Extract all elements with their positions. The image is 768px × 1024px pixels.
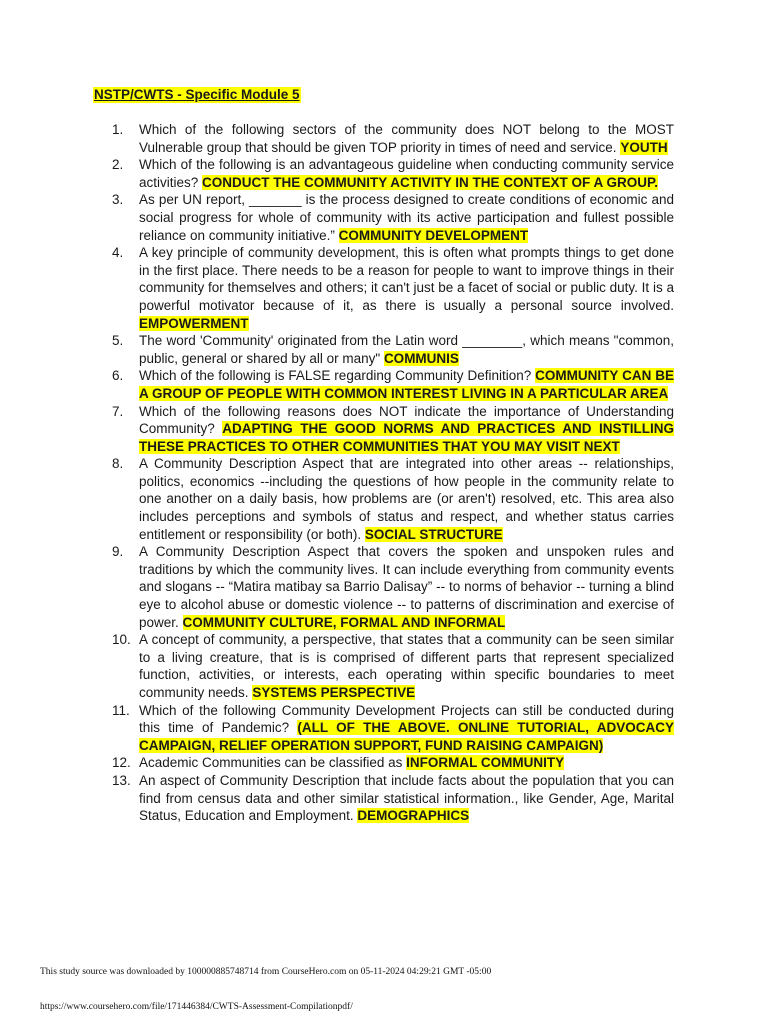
question-item — [112, 702, 674, 755]
answer-highlight: COMMUNITY CULTURE, FORMAL AND INFORMAL — [182, 614, 506, 630]
question-number: 6. — [112, 368, 124, 384]
question-text: Which of the following is an advantageous guideline when conducting community service activities? — [139, 157, 674, 190]
question-text: Academic Communities can be classified as — [139, 755, 403, 771]
question-item — [112, 631, 674, 701]
answer-highlight: YOUTH — [620, 139, 668, 155]
answer-highlight: DEMOGRAPHICS — [357, 808, 470, 824]
document-title: NSTP/CWTS - Specific Module 5 — [94, 87, 300, 102]
answer-highlight: INFORMAL COMMUNITY — [406, 755, 565, 771]
question-number: 5. — [112, 333, 124, 349]
answer-highlight: CONDUCT THE COMMUNITY ACTIVITY IN THE CONTEXT OF A GROUP. — [202, 174, 659, 190]
answer-highlight: EMPOWERMENT — [139, 315, 249, 331]
question-number: 11. — [112, 702, 130, 718]
question-item — [112, 754, 674, 772]
question-item — [112, 403, 674, 456]
answer-highlight: SOCIAL STRUCTURE — [364, 526, 503, 542]
download-notice: This study source was downloaded by 100000885748714 from CourseHero.com on 05-11-2024 04:29:21 GMT -05:00 — [40, 967, 492, 977]
question-number: 10. — [112, 632, 131, 648]
question-number: 8. — [112, 456, 124, 472]
answer-highlight: COMMUNIS — [383, 350, 459, 366]
question-item — [112, 191, 674, 244]
question-text: A concept of community, a perspective, that states that a community can be seen similar to a living creature, that is is comprised of different parts that represent specialized function, activities, or interests, each operating within specific boundaries to meet community needs. — [139, 632, 674, 700]
question-item — [112, 455, 674, 543]
question-item — [112, 332, 674, 367]
question-number: 2. — [112, 157, 124, 173]
answer-highlight: (ALL OF THE ABOVE. ONLINE TUTORIAL, ADVOCACY CAMPAIGN, RELIEF OPERATION SUPPORT, FUND RAISING CAMPAIGN) — [139, 720, 674, 753]
question-number: 12. — [112, 755, 131, 771]
question-item — [112, 156, 674, 191]
question-item — [112, 367, 674, 402]
question-item — [112, 772, 674, 825]
question-text: A Community Description Aspect that covers the spoken and unspoken rules and traditions by which the community lives. It can include everything from community events and slogans -- “Matira matibay sa Barrio Dalisay” -- to norms of behavior -- turning a blind eye to alcohol abuse or domestic violence -- to patterns of discrimination and exercise of power. — [139, 544, 674, 630]
answer-highlight: SYSTEMS PERSPECTIVE — [252, 685, 416, 700]
question-text: A Community Description Aspect that are integrated into other areas -- relationships, politics, economics --including the questions of how people in the community relate to one another on a daily basis, how problems are (or aren't) resolved, etc. This area also includes perceptions and symbols of status and respect, and whether status carries entitlement or responsibility (or both). — [139, 456, 674, 542]
answer-highlight: ADAPTING THE GOOD NORMS AND PRACTICES AND INSTILLING THESE PRACTICES TO OTHER COMMUNITIES THAT YOU MAY VISIT NEXT — [139, 421, 674, 454]
question-text: An aspect of Community Description that include facts about the population that you can find from census data and other similar statistical information., like Gender, Age, Marital Status, Education and Employment. — [139, 772, 674, 824]
question-text: As per UN report, _______ is the process designed to create conditions of economic and social progress for whole of community with its active participation and fullest possible reliance on community initiative.” — [139, 192, 674, 243]
answer-highlight: COMMUNITY CAN BE A GROUP OF PEOPLE WITH COMMON INTEREST LIVING IN A PARTICULAR AREA — [139, 368, 674, 401]
question-text: Which of the following Community Development Projects can still be conducted during this time of Pandemic? — [139, 702, 674, 736]
question-item — [112, 121, 674, 156]
question-text: Which of the following sectors of the community does NOT belong to the MOST Vulnerable group that should be given TOP priority in times of need and service. — [139, 122, 674, 155]
question-text: Which of the following reasons does NOT indicate the importance of Understanding Community? — [139, 403, 674, 437]
question-item — [112, 244, 674, 332]
question-text: The word 'Community' originated from the Latin word ________, which means "common, public, general or shared by all or many" — [139, 333, 674, 366]
question-number: 9. — [112, 544, 124, 560]
question-text: Which of the following is FALSE regarding Community Definition? — [139, 368, 532, 384]
question-text: A key principle of community development, this is often what prompts things to get done in the first place. There needs to be a reason for people to want to improve things in their community for themselves and others; it can't just be a facet of social or public duty. It is a powerful motivator because of it, as there is usually a personal source involved. — [139, 245, 674, 313]
question-number: 13. — [112, 772, 131, 788]
question-number: 4. — [112, 245, 124, 261]
question-item — [112, 543, 674, 631]
question-list — [112, 121, 674, 825]
source-url-link[interactable]: https://www.coursehero.com/file/171446384/CWTS-Assessment-Compilationpdf/ — [40, 1002, 353, 1012]
question-number: 1. — [112, 122, 124, 137]
answer-highlight: COMMUNITY DEVELOPMENT — [338, 227, 529, 243]
question-number: 7. — [112, 403, 124, 419]
question-number: 3. — [112, 192, 124, 208]
